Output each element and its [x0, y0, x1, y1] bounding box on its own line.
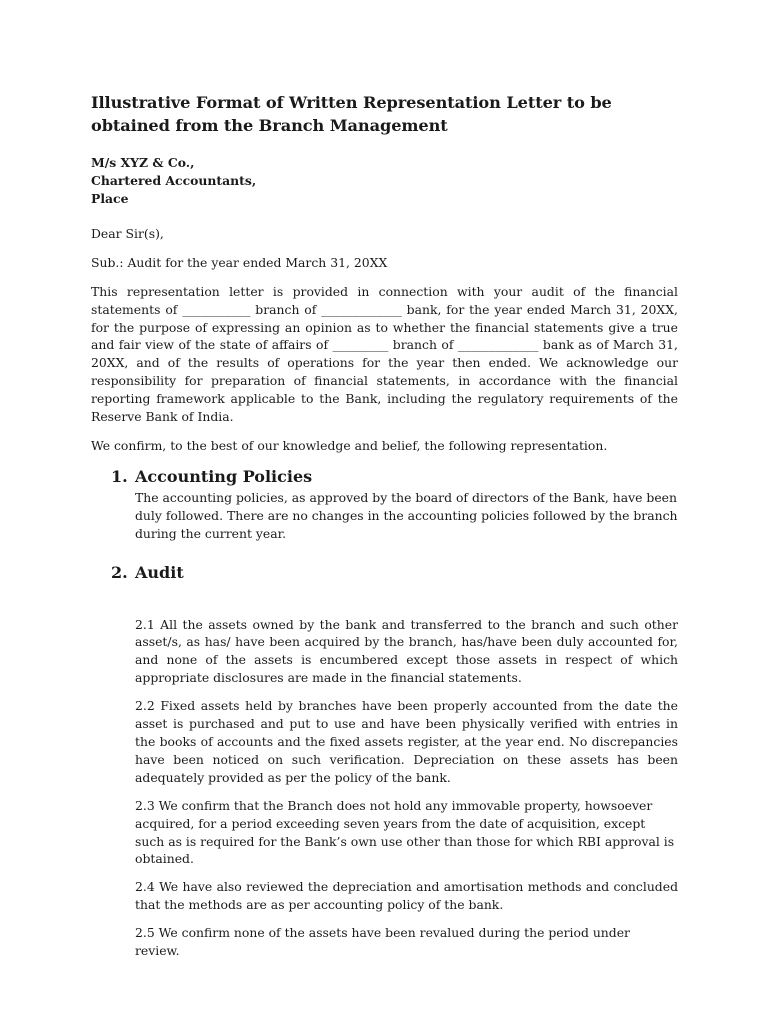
- addressee-place: Place: [91, 190, 129, 206]
- addressee-designation: Chartered Accountants,: [91, 172, 257, 188]
- section-heading-audit: [111, 563, 678, 583]
- section-heading-accounting-policies: [111, 467, 678, 487]
- section-title: Audit: [135, 562, 184, 582]
- audit-clause: 2.3 We confirm that the Branch does not hold any immovable property, howsoever acquired, for a period exceeding seven years from the date of acquisition, except such as is required for the Bank’s own use other than those for which RBI approval is obtained.: [135, 797, 675, 867]
- audit-clause: 2.5 We confirm none of the assets have been revalued during the period under review.: [135, 924, 630, 958]
- salutation: Dear Sir(s),: [91, 226, 164, 242]
- confirm-paragraph: We confirm, to the best of our knowledge and belief, the following representation.: [91, 437, 608, 453]
- section-body-accounting-policies: [135, 489, 678, 543]
- section-number: 2.: [111, 562, 128, 582]
- addressee-block: [91, 154, 678, 207]
- section-number: 1.: [111, 466, 128, 486]
- intro-paragraph: This representation letter is provided in connection with your audit of the financial statements of ___________ branch of _____________ bank, for the year ended March 31, 20XX, for the purpose of expressing an opinion as to whether the financial statements give a true and fair view of the state of affairs of _________ branch of _____________ bank as of March 31, 20XX, and of the results of operations for the year then ended. We acknowledge our responsibility for preparation of financial statements, in accordance with the financial reporting framework applicable to the Bank, including the regulatory requirements of the Reserve Bank of India.: [91, 283, 678, 425]
- section-body-audit: [135, 616, 678, 960]
- audit-clause: 2.1 All the assets owned by the bank and transferred to the branch and such other asset/s, as has/ have been acquired by the branch, has/have been duly accounted for, and none of the assets is encumbered except those assets in respect of which appropriate disclosures are made in the financial statements.: [135, 616, 678, 686]
- addressee-firm: M/s XYZ & Co.,: [91, 155, 195, 170]
- section-title: Accounting Policies: [135, 466, 313, 486]
- audit-clause: 2.2 Fixed assets held by branches have been properly accounted from the date the asset is purchased and put to use and have been physically verified with entries in the books of accounts and the fixed assets register, at the year end. No discrepancies have been noticed on such verification. Depreciation on these assets has been adequately provided as per the policy of the bank.: [135, 698, 678, 785]
- accounting-policies-text: The accounting policies, as approved by the board of directors of the Bank, have been duly followed. There are no changes in the accounting policies followed by the branch during the current year.: [135, 489, 678, 541]
- audit-clause: 2.4 We have also reviewed the depreciation and amortisation methods and concluded that the methods are as per accounting policy of the bank.: [135, 878, 678, 912]
- subject-line: Sub.: Audit for the year ended March 31, 20XX: [91, 254, 388, 270]
- document-content: [91, 92, 678, 969]
- document-title: Illustrative Format of Written Representation Letter to be obtained from the Branch Management: [91, 93, 612, 135]
